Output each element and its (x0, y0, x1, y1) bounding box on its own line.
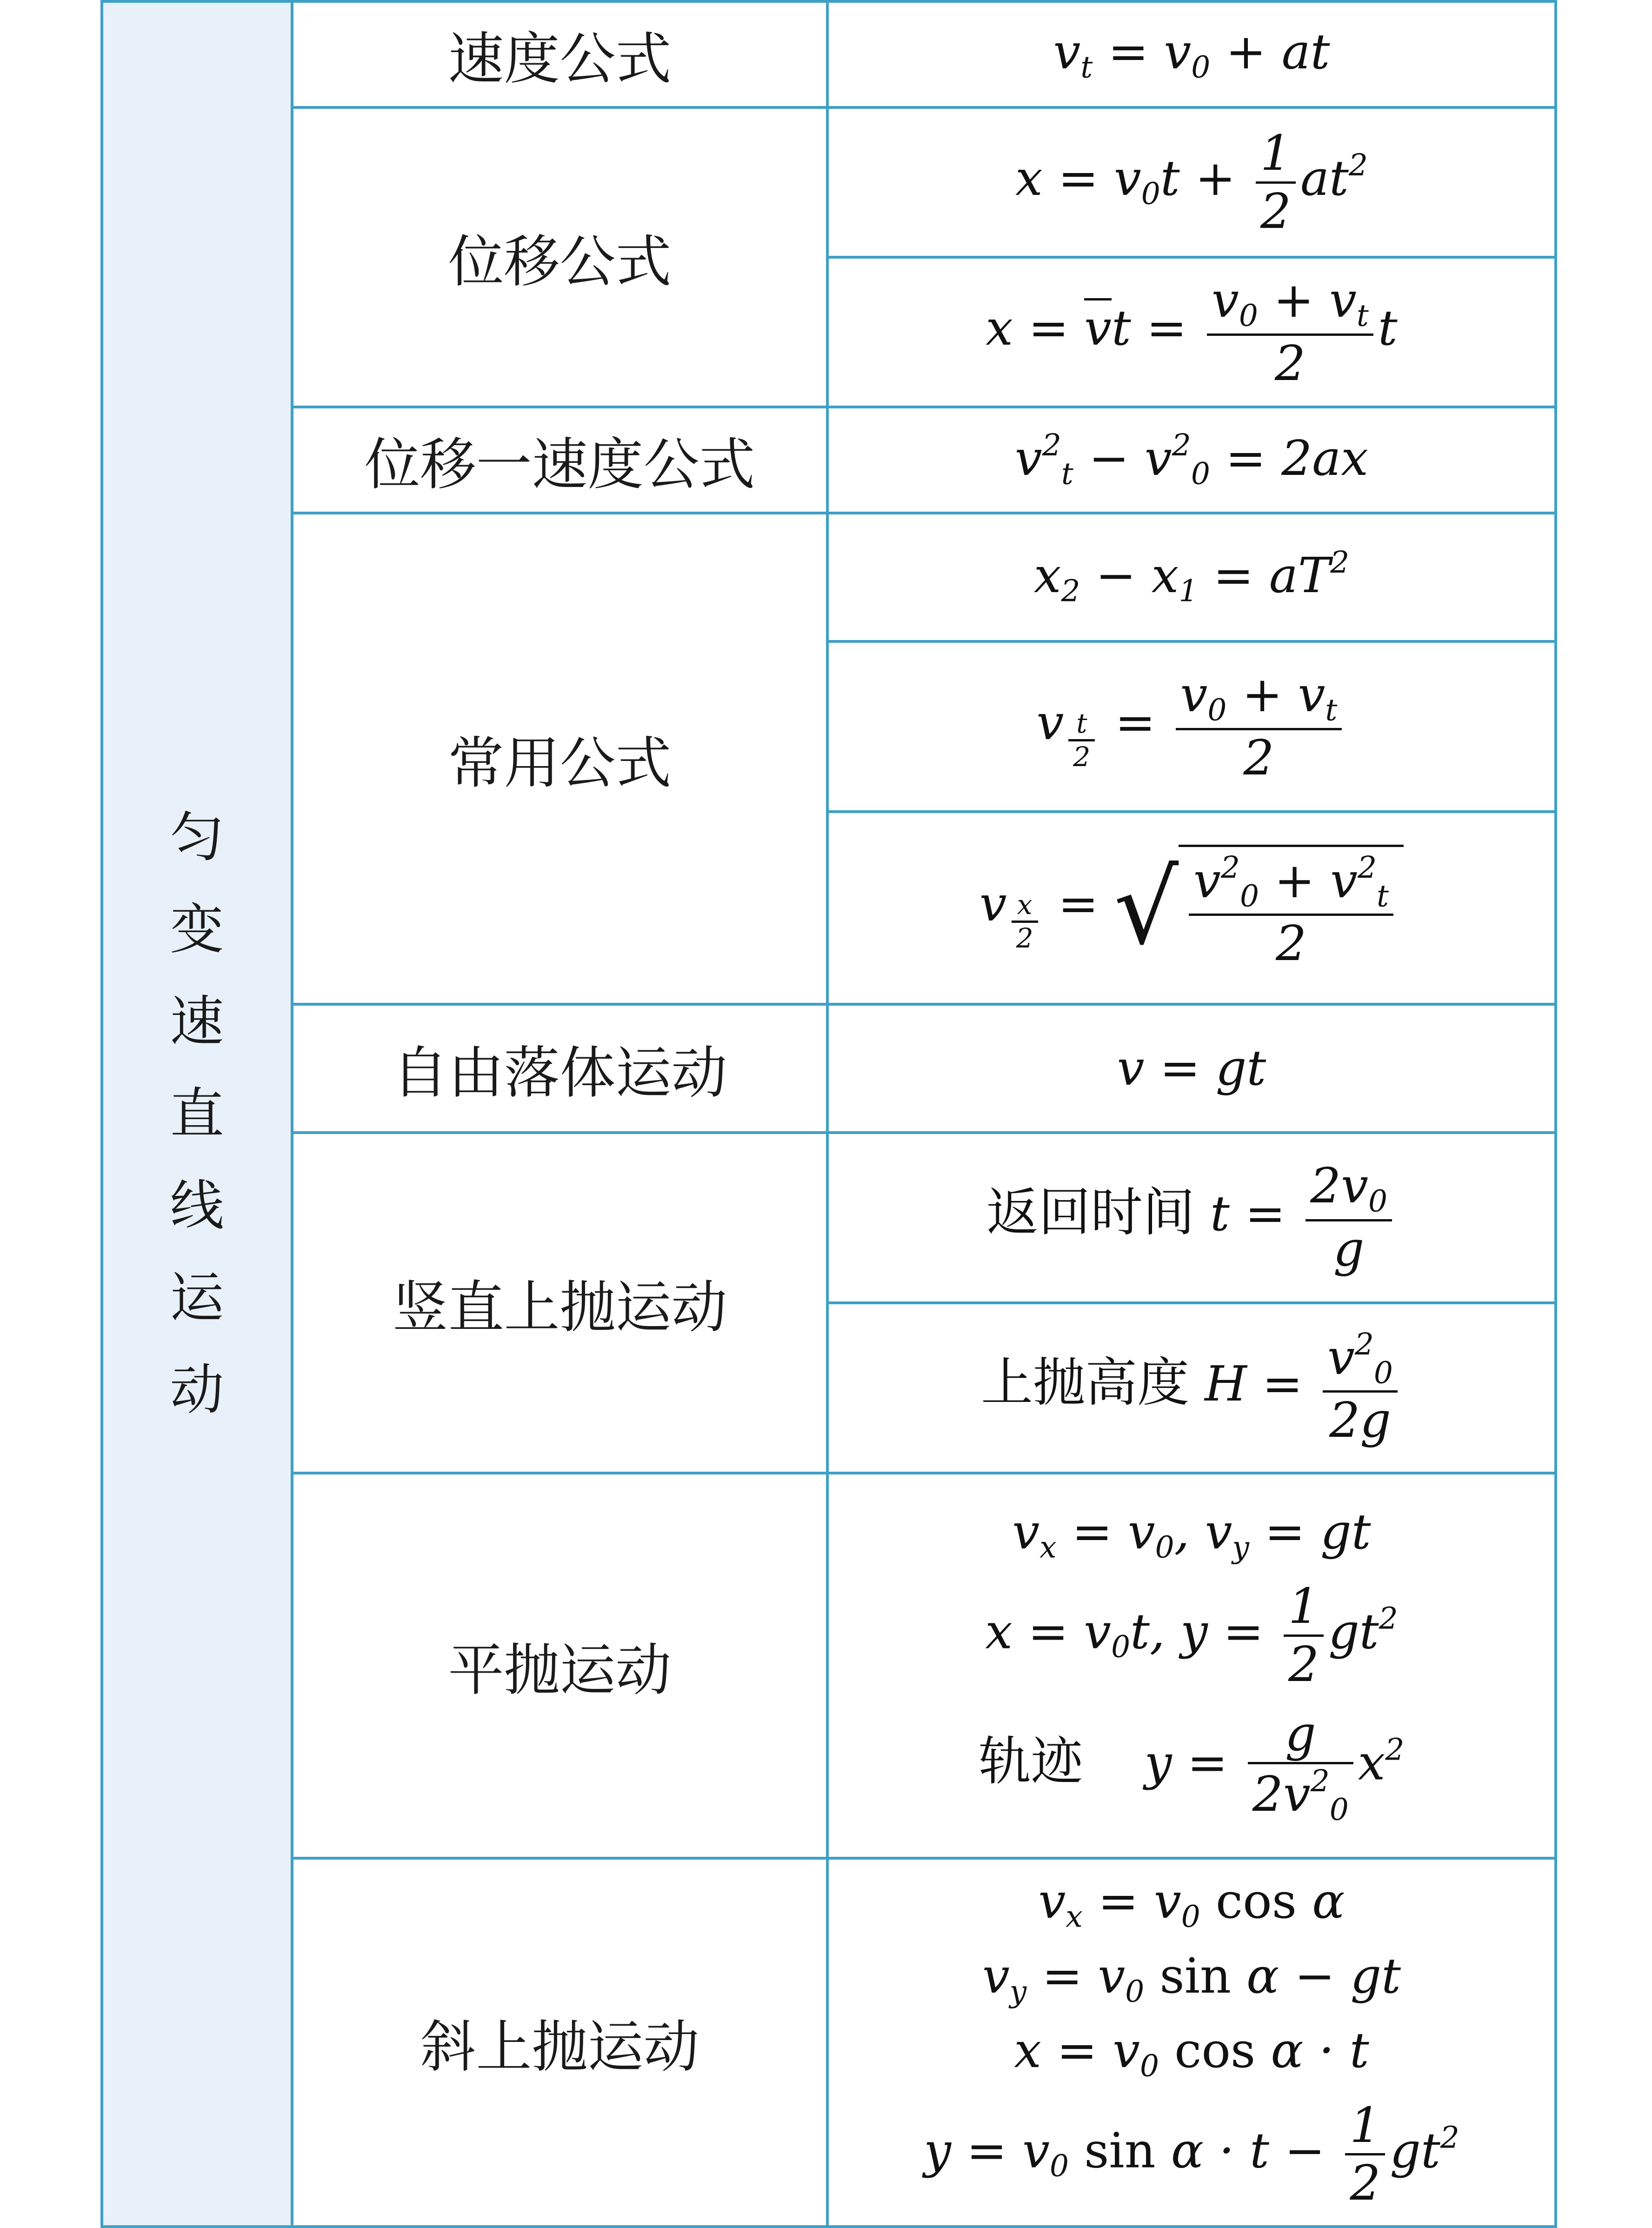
formula-free-fall: v = gt (827, 1004, 1556, 1133)
row-name-displacement: 位移公式 (292, 107, 827, 407)
trajectory-label: 轨迹 (979, 1731, 1083, 1792)
formula-return-time: 返回时间 t = $\frac{2v_0}{g}$ (827, 1133, 1556, 1303)
return-time-label: 返回时间 (986, 1182, 1195, 1243)
row-name-free-fall: 自由落体运动 (292, 1004, 827, 1133)
formula-displacement-1: $x = v_0t$ + $\frac{1}{2}$ $at^2$ (827, 107, 1556, 257)
formula-max-height: 上抛高度 H = $\frac{v^2_0}{2g}$ (827, 1303, 1556, 1473)
row-name-common: 常用公式 (292, 513, 827, 1004)
formula-table (100, 0, 1557, 2228)
formula-common-1: $x_2 - x_1 = aT^2$ (827, 513, 1556, 641)
row-name-velocity: 速度公式 (292, 1, 827, 107)
formula-displacement-velocity: $v^2_t - v^2_0 = 2ax$ (827, 407, 1556, 513)
row-name-oblique-throw: 斜上抛运动 (292, 1858, 827, 2227)
formula-projectile: $v_x = v_0$, $v_y$ = gt $x = v_0t$, y = $\frac{1}{2}$ $gt^2$ 轨迹 y = $\frac{g}{2v^2_0}$ $x^2$ (827, 1473, 1556, 1858)
row-name-displacement-velocity: 位移一速度公式 (292, 407, 827, 513)
max-height-label: 上抛高度 (981, 1353, 1190, 1414)
formula-common-3: v $_{\frac{x}{2}}$ = √ $\frac{v^2_0 + v^2_t}{2}$ (827, 812, 1556, 1004)
section-title: 匀 变 速 直 线 运 动 (170, 806, 224, 1421)
formula-oblique-throw: $v_x = v_0$ cos α $v_y = v_0$ sin α − gt $x = v_0$ cos α · t $y = v_0$ sin α · t − $\frac{1}{2}$ $gt^2$ (827, 1858, 1556, 2227)
row-name-projectile: 平抛运动 (292, 1473, 827, 1858)
formula-common-2: v $_{\frac{t}{2}}$ = $\frac{v_0 + v_t}{2}$ (827, 641, 1556, 812)
row-name-vertical-throw: 竖直上抛运动 (292, 1133, 827, 1473)
formula-velocity: $v_t = v_0$ + at (827, 1, 1556, 107)
section-title-cell (102, 1, 292, 2227)
formula-displacement-2: x = vt = $\frac{v_0 + v_t}{2}$ t (827, 257, 1556, 407)
